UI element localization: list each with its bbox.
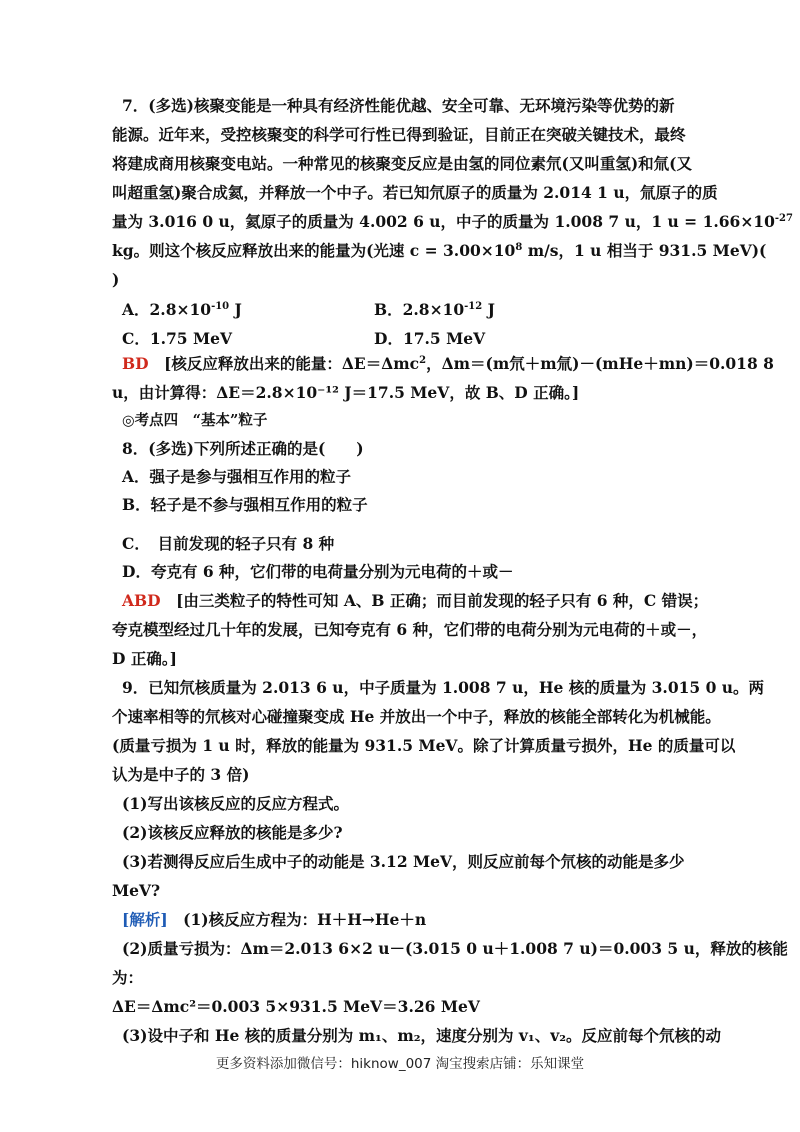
q9-sub-2: (2)该核反应释放的核能是多少?	[122, 823, 343, 842]
q7-solution-line-1: BD [核反应释放出来的能量：ΔE＝Δmc$^2$，Δm＝(m氘＋m氚)－(mHe＋mn)＝0.018 8	[122, 354, 774, 373]
q7-answer: BD	[122, 354, 149, 373]
q8-solution-line-1: ABD [由三类粒子的特性可知 A、B 正确；而目前发现的轻子只有 6 种，C 错误；	[122, 591, 709, 610]
section-heading: ◎考点四 “基本”粒子	[122, 412, 268, 429]
analysis-tag: [解析]	[122, 910, 168, 929]
q9-answer-3: (3)设中子和 He 核的质量分别为 m₁、m₂，速度分别为 v₁、v₂。反应前每个氘核的动	[122, 1026, 722, 1045]
q9-line-3: (质量亏损为 1 u 时，释放的能量为 931.5 MeV。除了计算质量亏损外，He 的质量可以	[112, 736, 736, 755]
q9-answer-2-line-3: ΔE＝Δmc²＝0.003 5×931.5 MeV＝3.26 MeV	[112, 997, 480, 1016]
q7-option-b: B．$2.8\times 10^{-12}$ J	[374, 300, 495, 319]
q7-line-5: 量为 3.016 0 u，氦原子的质量为 4.002 6 u，中子的质量为 1.008 7 u，1 $u = 1.66\times 10^{-27}$	[112, 212, 793, 231]
q7-line-4: 叫超重氢)聚合成氦，并释放一个中子。若已知氘原子的质量为 2.014 1 u，氚原子的质	[112, 183, 718, 202]
q7-line-6: kg。则这个核反应释放出来的能量为(光速 $c = 3.00\times 10^8$ m/s，1 u 相当于 931.5 MeV)(	[112, 241, 767, 260]
q7-line-2: 能源。近年来，受控核聚变的科学可行性已得到验证，目前正在突破关键技术，最终	[112, 125, 686, 144]
q9-answer-2-line-1: (2)质量亏损为：Δm＝2.013 6×2 u－(3.015 0 u＋1.008 7 u)＝0.003 5 u，释放的核能	[122, 939, 788, 958]
q9-answer-1: [解析] (1)核反应方程为：H＋H→He＋n	[122, 910, 427, 929]
q8-stem: 8．(多选)下列所述正确的是( )	[122, 439, 364, 458]
q8-solution-line-3: D 正确。]	[112, 649, 177, 668]
footer-promo: 更多资料添加微信号：hiknow_007 淘宝搜索店铺：乐知课堂	[215, 1056, 585, 1072]
q9-sub-3-line-1: (3)若测得反应后生成中子的动能是 3.12 MeV，则反应前每个氘核的动能是多少	[122, 852, 685, 871]
q7-option-d: D．17.5 MeV	[374, 329, 486, 348]
q9-sub-3-line-2: MeV?	[112, 881, 161, 900]
q7-exponent: -27	[774, 212, 793, 224]
q8-option-c: C． 目前发现的轻子只有 8 种	[122, 534, 335, 553]
q7-line-3: 将建成商用核聚变电站。一种常见的核聚变反应是由氢的同位素氘(又叫重氢)和氚(又	[112, 154, 693, 173]
q9-line-4: 认为是中子的 3 倍)	[112, 765, 250, 784]
q9-line-1: 9．已知氘核质量为 2.013 6 u，中子质量为 1.008 7 u，He 核的质量为 3.015 0 u。两	[122, 678, 765, 697]
q9-answer-2-line-2: 为：	[112, 968, 144, 987]
q7-line-7: )	[112, 270, 120, 289]
q8-answer: ABD	[122, 591, 161, 610]
q8-option-d: D．夸克有 6 种，它们带的电荷量分别为元电荷的＋或－	[122, 562, 514, 581]
q9-line-2: 个速率相等的氘核对心碰撞聚变成 He 并放出一个中子，释放的核能全部转化为机械能。	[112, 707, 721, 726]
q7-line-1: 7．(多选)核聚变能是一种具有经济性能优越、安全可靠、无环境污染等优势的新	[122, 96, 675, 115]
q8-option-a: A．强子是参与强相互作用的粒子	[122, 467, 352, 486]
q7-solution-line-2: u，由计算得：ΔE＝2.8×10⁻¹² J＝17.5 MeV，故 B、D 正确。]	[112, 383, 580, 402]
q8-option-b: B．轻子是不参与强相互作用的粒子	[122, 495, 368, 514]
q9-sub-1: (1)写出该核反应的反应方程式。	[122, 794, 349, 813]
q8-solution-line-2: 夸克模型经过几十年的发展，已知夸克有 6 种，它们带的电荷分别为元电荷的＋或－，	[112, 620, 708, 639]
q7-option-c: C．1.75 MeV	[122, 329, 233, 348]
q7-option-a: A．$2.8\times 10^{-10}$ J	[122, 300, 242, 319]
